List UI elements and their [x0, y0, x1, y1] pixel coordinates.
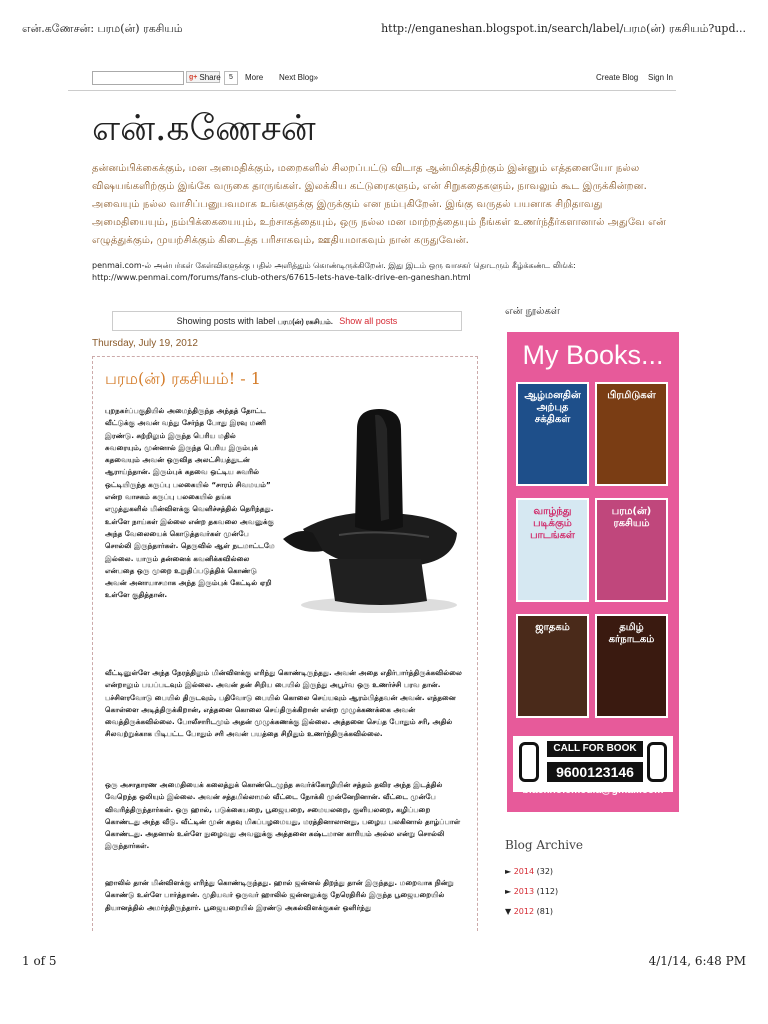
- blog-archive-list: [505, 862, 558, 922]
- phone-icon: [647, 742, 667, 782]
- my-books-banner[interactable]: [507, 332, 679, 812]
- archive-year-item[interactable]: [505, 902, 558, 922]
- post-paragraph-2: வீட்டினுள்ளே அந்த நேரத்திலும் மின்விளக்கு எரிந்து கொண்டிருந்தது. அவன் அதை எதிர்பார்த்திருக்கவில்லை என்றாலும் பயப்படவும் இல்லை. அவன் தன் சிறிய பையில் இருந்து அபூர்வ ஒரு உணர்ச்சி பரவ தான். பச்சிளரவோடு பையில் திருடவும், பதிவோடு பையில் கொலை செய்யவும் ஆரம்பித்தவன் அவன். எத்தனை கொள்ளை அடித்திருக்கிறான், எத்தனை கொலை செய்திருக்கிறான் என்ற முழுக்கணக்கை அவன் வைத்திருக்கவில்லை. போலீசாரிடமும் அதன் முழுக்கணக்கு இல்லை. அத்தனை செய்த போதும் சரி, அதில் சிலவற்றுக்காக பிடிபட்ட போதும் சரி அவன் பயத்தை சிறிதும் உணர்ந்திருக்கவில்லை.: [105, 668, 462, 739]
- label-status-box: [112, 311, 462, 331]
- post-title[interactable]: பரம(ன்) ரகசியம்! - 1: [105, 369, 261, 388]
- archive-count: (81): [536, 907, 554, 916]
- books-widget-title: என் நூல்கள்: [505, 306, 560, 317]
- blogger-navbar: [68, 68, 676, 91]
- print-footer: [22, 954, 746, 970]
- print-header: [22, 22, 746, 38]
- archive-year-item[interactable]: [505, 862, 558, 882]
- share-count: 5: [224, 71, 238, 85]
- status-prefix: Showing posts with label: [176, 316, 276, 326]
- toggle-arrow-icon[interactable]: ►: [505, 887, 512, 896]
- book-cover[interactable]: பிரமிடுகள்: [595, 382, 668, 486]
- show-all-posts-link[interactable]: Show all posts: [339, 316, 398, 326]
- post-paragraph-4: ஹாலில் தான் மின்விளக்கு எரிந்து கொண்டிருந்தது. ஹால் ஜன்னல் திறந்து தான் இருந்தது. மறைவாக நின்று கொண்டு உள்ளே பார்த்தான். முதியவர் ஒருவர் ஹாலில் ஜன்னலுக்கு நேரெதிரில் இருந்த பூஜையறையில் தியானத்தில் அமர்ந்திருந்தார். பூஜையறையில் இரண்டு அகல்விளக்குகள் ஒளிர்ந்து: [105, 878, 454, 912]
- archive-year[interactable]: 2013: [513, 887, 535, 896]
- call-for-book-label: CALL FOR BOOK: [547, 741, 643, 757]
- print-url: http://enganeshan.blogspot.in/search/label/பரம(ன்) ரகசியம்?upd...: [381, 22, 746, 35]
- book-cover[interactable]: ஆழ்மனதின் அற்புத சக்திகள்: [516, 382, 589, 486]
- book-cover[interactable]: ஜாதகம்: [516, 614, 589, 718]
- create-blog-link[interactable]: Create Blog: [596, 73, 639, 82]
- post-date: Thursday, July 19, 2012: [92, 338, 198, 349]
- blog-archive-title: Blog Archive: [505, 838, 583, 852]
- archive-count: (32): [536, 867, 554, 876]
- next-blog-link[interactable]: Next Blog»: [279, 73, 319, 82]
- page-number: 1 of 5: [22, 954, 57, 968]
- archive-year[interactable]: 2012: [513, 907, 535, 916]
- sign-in-link[interactable]: Sign In: [648, 73, 673, 82]
- blog-post: [92, 356, 478, 931]
- google-plus-icon: g+: [189, 73, 198, 81]
- toggle-arrow-icon[interactable]: ►: [505, 867, 512, 876]
- books-email: blackholemedia@gmail.com: [522, 784, 664, 796]
- books-banner-heading: My Books...: [522, 340, 664, 370]
- post-paragraph-3: ஒரு அசாதாரண அமைதியைக் கலைத்துக் கொண்டெழுந்த சுவர்க்கோழியின் சத்தம் தவிர அந்த இடத்தில் வேறெந்த ஒலியும் இல்லை. அவன் சத்தமில்லாமல் வீட்டை நோக்கி முன்னேறினான். வீட்டை முன்பே விவரித்திருந்தார்கள். ஒரு ஹால், படுக்கையறை, பூஜையறை, சமையலறை, குளியலறை, கழிப்பறை கொண்டது அந்த வீடு. வீட்டின் முன் கதவு மிகப்பழமையது, மரத்தினாலானது, பழைய பலகினால் தாழ்ப்பாள் கொண்டது. அதனால் உள்ளே நுழைவது அவனுக்கு அத்தனை கஷ்டமான காரியம் அல்ல என்று சொல்லி இருந்தார்கள்.: [105, 780, 461, 851]
- search-input[interactable]: [92, 71, 184, 85]
- blog-title[interactable]: என்.கணேசன்: [92, 108, 316, 149]
- archive-count: (112): [536, 887, 559, 896]
- blog-description: தன்னம்பிக்கைக்கும், மன அமைதிக்கும், மறைகளில் சிலறப்பட்டு விடாத ஆன்மிகத்திற்கும் இன்னும் எத்தனையோ நல்ல விஷயங்களிற்கும் இங்கே வருகை தாருங்கள். இலக்கிய கட்டுரைகளும், என் சிறுகதைகளும், நாவலும் கூட இருக்கின்றன. அவையும் நல்ல வாசிப்பனுபவமாக உங்களுக்கு இருக்கும் என நம்புகிறேன். இங்கு வருதல் பயனாக சிறிதாவது அமைதியையும், நம்பிக்கையையும், உற்சாகத்தையும், ஒரு நல்ல மன மாற்றத்தையும் நீங்கள் உணர்ந்தீர்களானால் அதுவே என் எழுத்துக்கும், முயற்சிக்கும் கிடைத்த பரிசாகவும், ஊதியமாகவும் நான் கருதுவேன்.: [92, 163, 666, 246]
- toggle-arrow-icon[interactable]: ▼: [505, 907, 512, 916]
- google-plus-share-button[interactable]: [186, 71, 220, 83]
- book-cover[interactable]: வாழ்ந்து படிக்கும் பாடங்கள்: [516, 498, 589, 602]
- print-title: என்.கணேசன்: பரம(ன்) ரகசியம்: [22, 22, 183, 35]
- share-label: Share: [199, 72, 221, 82]
- print-datetime: 4/1/14, 6:48 PM: [648, 954, 746, 968]
- archive-year-item[interactable]: [505, 882, 558, 902]
- shiva-lingam-image: [279, 409, 465, 615]
- archive-year[interactable]: 2014: [513, 867, 535, 876]
- penmai-note[interactable]: penmai.com-ல் அன்பர்கள் கேள்விகளுக்கு பதில் அளித்தும் கொண்டிருக்கிறேன். இது இடம் ஒரு வாசகர் தொடரும் கீழ்க்கண்ட லிங்க்: http://www.penmai.com/forums/fans-club-others/67615-lets-have-talk-drive-en-ganeshan.html: [92, 261, 576, 282]
- status-label: பரம(ன்) ரகசியம்.: [277, 319, 333, 326]
- post-paragraph-1: புறநகர்ப்பகுதியில் அமைந்திருந்த அந்தத் தோட்ட வீட்டுக்கு அவன் வந்து சேர்ந்த போது இரவு மணி இரண்டு. சுற்றிலும் இருந்த பெரிய மதில் சுவரையும், முன்னால் இருந்த பெரிய இரும்புக் கதவையும் அவன் ஒருவித அலட்சியத்துடன் ஆராய்ந்தான். இரும்புக் கதவை ஒட்டிய சுவரில் ஒட்டியிருந்த கருப்பு பலகையில் “சாரம் சிவமயம்” என்ற வாசகம் கருப்பு பலகையில் தங்க எழுத்துகளில் மின்விளக்கு வெளிச்சத்தில் தெரிந்தது. உள்ளே நாய்கள் இல்லை என்ற தகவலை அவனுக்கு அந்த வேலையைக் கொடுத்தவர்கள் முன்பே சொல்லி இருந்தார்கள். தெருவில் ஆள் நடமாட்டமே இல்லை. யாரும் தன்னைக் கவனிக்கவில்லை என்பதை ஒரு முறை உறுதிப்படுத்திக் கொண்டு அவன் அனாயாசமாக அந்த இரும்புக் கேட்டில் ஏறி உள்ளே குதித்தான்.: [105, 406, 275, 600]
- more-link[interactable]: More: [245, 73, 264, 82]
- phone-icon: [519, 742, 539, 782]
- book-cover[interactable]: பரம(ன்) ரகசியம்: [595, 498, 668, 602]
- call-phone-number: 9600123146: [547, 762, 643, 782]
- book-cover[interactable]: தமிழ் கர்நாடகம்: [595, 614, 668, 718]
